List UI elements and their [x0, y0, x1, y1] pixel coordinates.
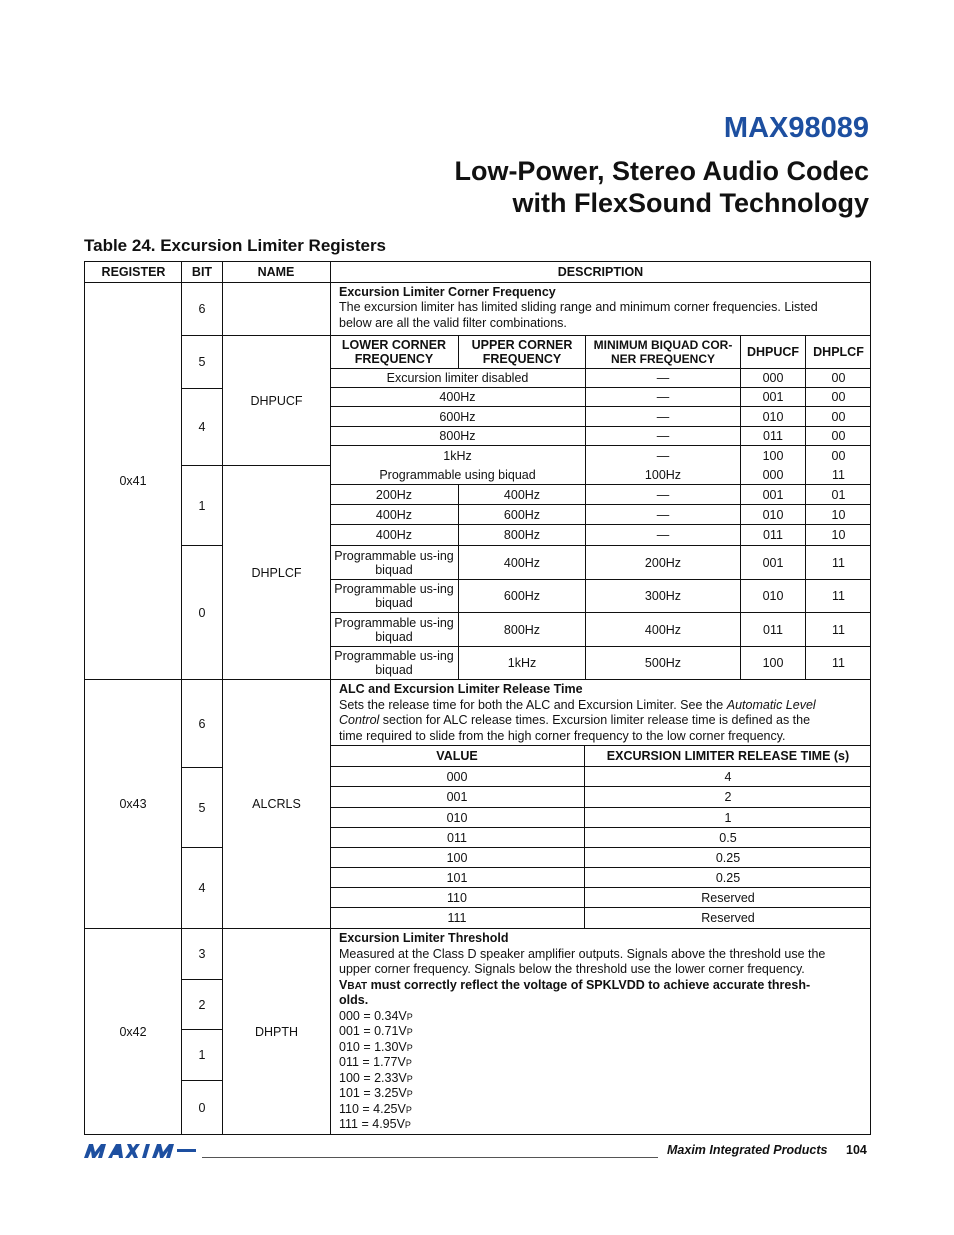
table-cell: 400Hz	[503, 487, 541, 502]
subheader-release-time: EXCURSION LIMITER RELEASE TIME (s)	[606, 749, 850, 763]
table-cell: Programmable us-ing biquad	[334, 548, 454, 577]
table-cell: 11	[832, 468, 845, 482]
table-cell: —	[656, 487, 670, 502]
header-bit: BIT	[191, 265, 213, 279]
table-cell: 300Hz	[644, 589, 682, 603]
description-note: olds.	[339, 993, 369, 1007]
threshold-value: 111 = 4.95VP	[339, 1117, 411, 1131]
table-cell: 000	[446, 769, 468, 784]
name-cell: DHPLCF	[251, 565, 302, 580]
bit-cell: 1	[198, 1048, 206, 1062]
table-cell: 100	[446, 850, 468, 865]
table-cell: 1	[724, 810, 732, 825]
divider	[182, 979, 222, 980]
description-text: upper corner frequency. Signals below the threshold use the lower corner frequency.	[339, 962, 805, 976]
title-line-1: Low-Power, Stereo Audio Codec	[454, 156, 869, 186]
table-cell: 001	[446, 790, 468, 804]
divider	[182, 545, 222, 546]
footer-rule	[202, 1157, 658, 1158]
divider	[182, 847, 222, 848]
table-cell: Reserved	[701, 911, 755, 925]
table-cell: 111	[447, 911, 467, 925]
bit-cell: 1	[198, 498, 206, 513]
table-cell: 0.25	[715, 850, 741, 865]
table-cell: 000	[762, 468, 784, 482]
table-cell: 11	[832, 656, 845, 670]
table-cell: 800Hz	[503, 528, 541, 542]
table-cell: Programmable using biquad	[379, 468, 536, 482]
bit-cell: 0	[198, 1101, 206, 1115]
description-text: Sets the release time for both the ALC and Excursion Limiter. See the Automatic Level	[339, 698, 816, 712]
table-cell: 400Hz	[375, 507, 413, 522]
table-cell: 1kHz	[443, 448, 472, 463]
table-cell: 010	[762, 409, 784, 424]
table-cell: 00	[831, 409, 846, 424]
bit-cell: 5	[198, 355, 206, 369]
register-cell: 0x43	[119, 797, 147, 811]
table-cell: 011	[763, 429, 783, 443]
threshold-value: 000 = 0.34VP	[339, 1009, 413, 1023]
description-text: The excursion limiter has limited sliding range and minimum corner frequencies. Listed	[339, 300, 818, 314]
table-cell: 00	[831, 429, 846, 443]
table-cell: 00	[831, 448, 846, 463]
title-line-2: with FlexSound Technology	[512, 188, 869, 218]
table-cell: 400Hz	[375, 528, 413, 542]
table-cell: 011	[447, 830, 467, 845]
table-cell: Programmable us-ing biquad	[334, 615, 454, 644]
table-cell: —	[656, 448, 670, 463]
table-cell: 800Hz	[439, 429, 476, 443]
table-cell: 400Hz	[503, 555, 541, 570]
threshold-value: 100 = 2.33VP	[339, 1071, 413, 1085]
subheader-lower-corner: LOWER CORNER FREQUENCY	[341, 338, 447, 366]
threshold-value: 101 = 3.25VP	[339, 1086, 413, 1100]
table-cell: 100	[762, 448, 784, 463]
table-cell: —	[656, 429, 670, 443]
description-title: Excursion Limiter Threshold	[339, 931, 509, 945]
bit-cell: 0	[198, 605, 206, 620]
description-text: Measured at the Class D speaker amplifier outputs. Signals above the threshold use the	[339, 947, 826, 961]
name-cell: DHPTH	[254, 1025, 299, 1039]
footer-company: Maxim Integrated Products	[667, 1143, 828, 1157]
description-text: time required to slide from the high corner frequency to the low corner frequency.	[339, 729, 786, 743]
table-cell: 0.25	[715, 870, 741, 885]
table-cell: 11	[832, 622, 845, 637]
register-cell: 0x41	[119, 474, 147, 488]
divider	[182, 1029, 222, 1030]
bit-cell: 6	[198, 302, 206, 316]
table-cell: 10	[831, 507, 846, 522]
table-cell: 100Hz	[644, 468, 682, 482]
description-note: VBAT must correctly reflect the voltage of SPKLVDD to achieve accurate thresh-	[339, 978, 811, 992]
table-cell: —	[656, 409, 670, 424]
threshold-value: 011 = 1.77VP	[339, 1055, 412, 1069]
table-cell: 010	[762, 589, 784, 603]
table-caption: Table 24. Excursion Limiter Registers	[84, 236, 387, 255]
table-cell: 010	[446, 810, 468, 825]
table-cell: 101	[446, 870, 468, 885]
table-cell: 00	[831, 371, 846, 385]
subheader-dhpucf: DHPUCF	[746, 345, 800, 359]
description-text: below are all the valid filter combinations.	[339, 316, 567, 330]
header-name: NAME	[257, 265, 295, 279]
table-cell: Excursion limiter disabled	[386, 371, 529, 385]
table-cell: —	[656, 371, 670, 385]
table-cell: —	[656, 528, 670, 542]
table-cell: 010	[762, 507, 784, 522]
table-cell: 1kHz	[507, 656, 537, 670]
name-cell: ALCRLS	[252, 797, 301, 811]
subheader-upper-corner: UPPER CORNER FREQUENCY	[471, 338, 573, 366]
description-title: Excursion Limiter Corner Frequency	[339, 285, 556, 299]
table-cell: 600Hz	[503, 589, 541, 603]
table-cell: 4	[724, 769, 732, 784]
table-cell: 800Hz	[503, 622, 541, 637]
divider	[182, 388, 222, 389]
divider	[182, 1080, 222, 1081]
divider	[182, 767, 222, 768]
table-cell: 600Hz	[439, 409, 476, 424]
maxim-logo	[84, 1143, 196, 1159]
table-cell: 011	[763, 622, 783, 637]
header-description: DESCRIPTION	[557, 265, 644, 279]
part-number: MAX98089	[723, 112, 869, 144]
table-cell: —	[656, 390, 670, 404]
excursion-limiter-table	[84, 261, 871, 1135]
table-cell: Programmable us-ing biquad	[334, 582, 454, 610]
bit-cell: 6	[198, 716, 206, 731]
bit-cell: 4	[198, 420, 206, 434]
name-cell: DHPUCF	[250, 393, 303, 408]
page-number: 104	[846, 1143, 867, 1157]
bit-cell: 4	[198, 881, 206, 895]
table-cell: 10	[831, 528, 846, 542]
register-cell: 0x42	[119, 1025, 147, 1039]
subheader-min-biquad: MINIMUM BIQUAD COR-NER FREQUENCY	[593, 338, 733, 366]
table-cell: 400Hz	[439, 390, 476, 404]
table-cell: 200Hz	[644, 555, 682, 570]
table-cell: 000	[762, 371, 784, 385]
header-register: REGISTER	[101, 265, 166, 279]
threshold-value: 001 = 0.71VP	[339, 1024, 413, 1038]
table-cell: 200Hz	[375, 487, 413, 502]
table-cell: 011	[763, 528, 783, 542]
bit-cell: 3	[198, 947, 206, 961]
table-cell: 400Hz	[644, 622, 682, 637]
table-cell: 110	[447, 890, 467, 905]
table-cell: 00	[831, 390, 846, 404]
table-cell: 001	[762, 390, 784, 404]
table-cell: 2	[724, 790, 732, 804]
bit-cell: 5	[198, 800, 206, 815]
table-cell: Reserved	[701, 890, 755, 905]
description-text: Control section for ALC release times. Excursion limiter release time is defined as the	[339, 713, 811, 727]
bit-cell: 2	[198, 997, 206, 1012]
table-cell: 500Hz	[644, 656, 682, 670]
table-cell: —	[656, 507, 670, 522]
table-cell: 11	[832, 589, 845, 603]
table-cell: 01	[831, 487, 846, 502]
table-cell: 600Hz	[503, 507, 541, 522]
document-title	[454, 155, 869, 219]
table-cell: 001	[762, 487, 784, 502]
subheader-value: VALUE	[436, 749, 478, 763]
table-cell: 11	[832, 555, 845, 570]
table-cell: Programmable us-ing biquad	[334, 649, 454, 677]
table-cell: 001	[762, 555, 784, 570]
table-cell: 100	[762, 656, 784, 670]
subheader-dhplcf: DHPLCF	[813, 345, 864, 359]
threshold-value: 110 = 4.25VP	[339, 1102, 412, 1116]
threshold-value: 010 = 1.30VP	[339, 1040, 413, 1054]
description-title: ALC and Excursion Limiter Release Time	[339, 682, 583, 696]
table-cell: 0.5	[719, 830, 737, 845]
